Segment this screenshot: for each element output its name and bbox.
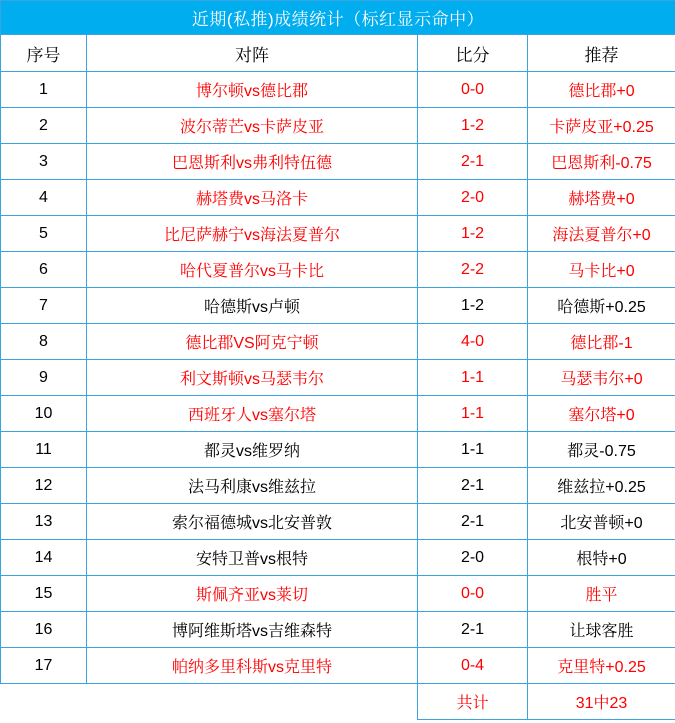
cell-match: 斯佩齐亚vs莱切 bbox=[87, 576, 418, 612]
cell-score: 2-1 bbox=[418, 504, 528, 540]
cell-pick: 根特+0 bbox=[528, 540, 675, 576]
cell-no: 5 bbox=[1, 216, 87, 252]
cell-match: 比尼萨赫宁vs海法夏普尔 bbox=[87, 216, 418, 252]
table-header-row bbox=[1, 35, 675, 72]
table-row bbox=[1, 468, 675, 504]
cell-score: 0-0 bbox=[418, 576, 528, 612]
cell-pick: 胜平 bbox=[528, 576, 675, 612]
table-row bbox=[1, 108, 675, 144]
cell-no: 14 bbox=[1, 540, 87, 576]
cell-pick: 巴恩斯利-0.75 bbox=[528, 144, 675, 180]
cell-match: 德比郡VS阿克宁顿 bbox=[87, 324, 418, 360]
cell-match: 索尔福德城vs北安普敦 bbox=[87, 504, 418, 540]
cell-pick: 塞尔塔+0 bbox=[528, 396, 675, 432]
table-row bbox=[1, 144, 675, 180]
cell-pick: 马瑟韦尔+0 bbox=[528, 360, 675, 396]
cell-score: 2-2 bbox=[418, 252, 528, 288]
cell-score: 1-2 bbox=[418, 216, 528, 252]
cell-pick: 哈德斯+0.25 bbox=[528, 288, 675, 324]
cell-no: 12 bbox=[1, 468, 87, 504]
total-value: 31中23 bbox=[528, 684, 675, 720]
cell-pick: 北安普顿+0 bbox=[528, 504, 675, 540]
cell-pick: 维兹拉+0.25 bbox=[528, 468, 675, 504]
cell-pick: 德比郡+0 bbox=[528, 72, 675, 108]
table-row bbox=[1, 576, 675, 612]
total-spacer-match bbox=[87, 684, 418, 720]
cell-pick: 马卡比+0 bbox=[528, 252, 675, 288]
cell-no: 11 bbox=[1, 432, 87, 468]
table-row bbox=[1, 360, 675, 396]
total-row bbox=[1, 684, 675, 720]
column-header-score: 比分 bbox=[418, 35, 528, 72]
table-row bbox=[1, 540, 675, 576]
cell-no: 1 bbox=[1, 72, 87, 108]
cell-score: 2-0 bbox=[418, 180, 528, 216]
cell-no: 8 bbox=[1, 324, 87, 360]
cell-no: 15 bbox=[1, 576, 87, 612]
table-row bbox=[1, 252, 675, 288]
cell-score: 1-1 bbox=[418, 432, 528, 468]
cell-no: 3 bbox=[1, 144, 87, 180]
cell-match: 西班牙人vs塞尔塔 bbox=[87, 396, 418, 432]
cell-pick: 克里特+0.25 bbox=[528, 648, 675, 684]
cell-score: 2-1 bbox=[418, 612, 528, 648]
cell-match: 都灵vs维罗纳 bbox=[87, 432, 418, 468]
cell-match: 波尔蒂芒vs卡萨皮亚 bbox=[87, 108, 418, 144]
cell-match: 哈德斯vs卢顿 bbox=[87, 288, 418, 324]
cell-pick: 赫塔费+0 bbox=[528, 180, 675, 216]
cell-no: 17 bbox=[1, 648, 87, 684]
cell-no: 10 bbox=[1, 396, 87, 432]
column-header-pick: 推荐 bbox=[528, 35, 675, 72]
cell-match: 博尔顿vs德比郡 bbox=[87, 72, 418, 108]
cell-match: 哈代夏普尔vs马卡比 bbox=[87, 252, 418, 288]
table-row bbox=[1, 216, 675, 252]
cell-match: 巴恩斯利vs弗利特伍德 bbox=[87, 144, 418, 180]
table-row bbox=[1, 72, 675, 108]
cell-no: 6 bbox=[1, 252, 87, 288]
cell-score: 0-4 bbox=[418, 648, 528, 684]
cell-score: 2-0 bbox=[418, 540, 528, 576]
cell-score: 1-2 bbox=[418, 108, 528, 144]
cell-pick: 让球客胜 bbox=[528, 612, 675, 648]
table-title-row bbox=[1, 1, 675, 35]
sheet-title: 近期(私推)成绩统计（标红显示命中） bbox=[1, 1, 675, 35]
cell-score: 1-2 bbox=[418, 288, 528, 324]
cell-match: 法马利康vs维兹拉 bbox=[87, 468, 418, 504]
cell-match: 安特卫普vs根特 bbox=[87, 540, 418, 576]
table-row bbox=[1, 432, 675, 468]
cell-pick: 海法夏普尔+0 bbox=[528, 216, 675, 252]
cell-no: 4 bbox=[1, 180, 87, 216]
total-spacer-left bbox=[1, 684, 87, 720]
total-label: 共计 bbox=[418, 684, 528, 720]
table-row bbox=[1, 180, 675, 216]
table-row bbox=[1, 324, 675, 360]
cell-score: 2-1 bbox=[418, 468, 528, 504]
cell-no: 16 bbox=[1, 612, 87, 648]
cell-score: 2-1 bbox=[418, 144, 528, 180]
cell-score: 1-1 bbox=[418, 360, 528, 396]
cell-no: 7 bbox=[1, 288, 87, 324]
table-row bbox=[1, 288, 675, 324]
table-row bbox=[1, 648, 675, 684]
cell-no: 2 bbox=[1, 108, 87, 144]
cell-score: 1-1 bbox=[418, 396, 528, 432]
column-header-match: 对阵 bbox=[87, 35, 418, 72]
cell-match: 博阿维斯塔vs吉维森特 bbox=[87, 612, 418, 648]
cell-score: 0-0 bbox=[418, 72, 528, 108]
cell-pick: 都灵-0.75 bbox=[528, 432, 675, 468]
cell-match: 帕纳多里科斯vs克里特 bbox=[87, 648, 418, 684]
cell-match: 赫塔费vs马洛卡 bbox=[87, 180, 418, 216]
table-row bbox=[1, 396, 675, 432]
cell-pick: 卡萨皮亚+0.25 bbox=[528, 108, 675, 144]
cell-match: 利文斯顿vs马瑟韦尔 bbox=[87, 360, 418, 396]
cell-pick: 德比郡-1 bbox=[528, 324, 675, 360]
cell-score: 4-0 bbox=[418, 324, 528, 360]
cell-no: 13 bbox=[1, 504, 87, 540]
column-header-no: 序号 bbox=[1, 35, 87, 72]
cell-no: 9 bbox=[1, 360, 87, 396]
table-row bbox=[1, 504, 675, 540]
table-row bbox=[1, 612, 675, 648]
